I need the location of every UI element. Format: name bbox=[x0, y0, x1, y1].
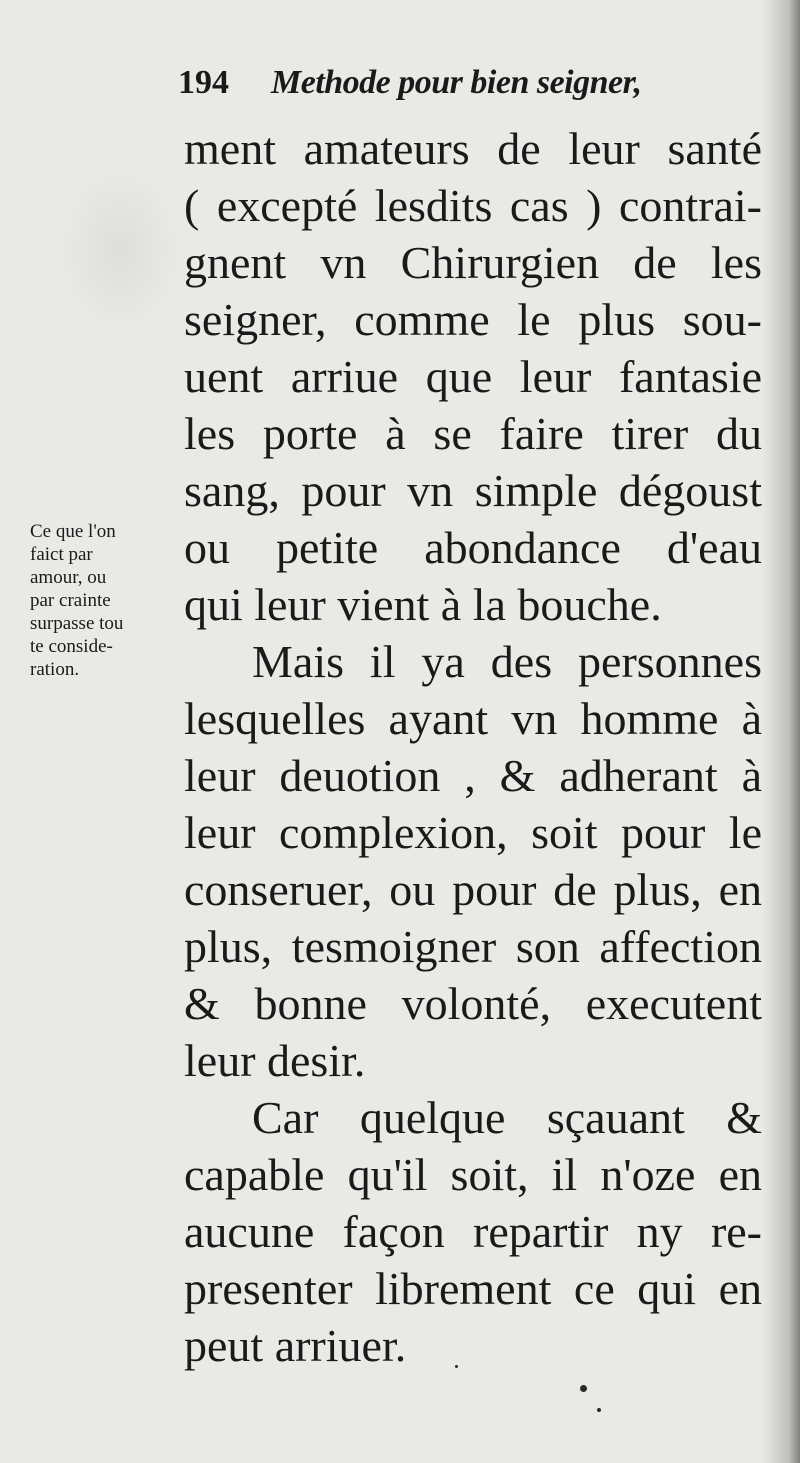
text-line: leur desir. bbox=[184, 1035, 366, 1086]
ink-speck bbox=[455, 1365, 458, 1368]
text-line: lesquelles ayant vn homme à bbox=[184, 693, 762, 744]
text-line: & bonne volonté, executent bbox=[184, 978, 762, 1029]
text-line: plus, tesmoigner son affection bbox=[184, 921, 762, 972]
paragraph-start-line: Car quelque sçauant & bbox=[252, 1092, 762, 1143]
text-line: gnent vn Chirurgien de les bbox=[184, 237, 762, 288]
text-line: uent arriue que leur fantasie bbox=[184, 351, 762, 402]
text-line: ( excepté lesdits cas ) contrai- bbox=[184, 180, 762, 231]
ink-speck bbox=[597, 1408, 601, 1412]
text-line: leur complexion, soit pour le bbox=[184, 807, 762, 858]
margin-note-line: te conside- bbox=[30, 636, 113, 657]
margin-note-line: surpasse tou bbox=[30, 613, 124, 634]
margin-note bbox=[30, 520, 180, 740]
ink-speck bbox=[580, 1385, 587, 1392]
text-line: sang, pour vn simple dégoust bbox=[184, 465, 762, 516]
page-edge-shadow bbox=[762, 0, 800, 1463]
margin-note-line: ration. bbox=[30, 659, 80, 680]
margin-note-line: Ce que l'on bbox=[30, 521, 116, 542]
margin-note-line: faict par bbox=[30, 544, 93, 565]
text-line: seigner, comme le plus sou- bbox=[184, 294, 762, 345]
text-line: conseruer, ou pour de plus, en bbox=[184, 864, 762, 915]
page-number: 194 bbox=[178, 64, 229, 101]
main-text-block bbox=[184, 120, 764, 1380]
text-line: les porte à se faire tirer du bbox=[184, 408, 762, 459]
page-header bbox=[178, 64, 718, 120]
running-head: Methode pour bien seigner, bbox=[271, 64, 642, 101]
text-line: capable qu'il soit, il n'oze en bbox=[184, 1149, 762, 1200]
text-line: presenter librement ce qui en bbox=[184, 1263, 762, 1314]
text-line: leur deuotion , & adherant à bbox=[184, 750, 762, 801]
margin-note-line: par crainte bbox=[30, 590, 111, 611]
text-line: ment amateurs de leur santé bbox=[184, 123, 762, 174]
paragraph-start-line: Mais il ya des personnes bbox=[252, 636, 762, 687]
text-line: ou petite abondance d'eau bbox=[184, 522, 762, 573]
margin-note-line: amour, ou bbox=[30, 567, 107, 588]
text-line: peut arriuer. bbox=[184, 1320, 407, 1371]
text-line: qui leur vient à la bouche. bbox=[184, 579, 662, 630]
ink-bleed-through bbox=[60, 170, 180, 330]
text-line: aucune façon repartir ny re- bbox=[184, 1206, 762, 1257]
